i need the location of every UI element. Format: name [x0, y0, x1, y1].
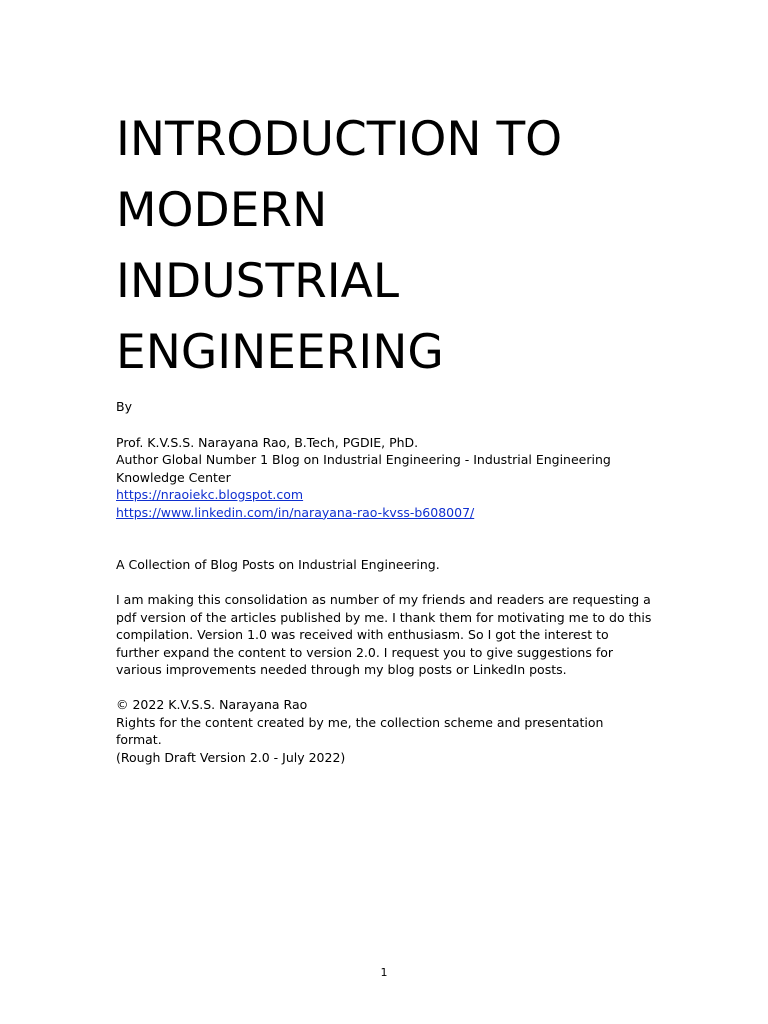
copyright-block — [116, 696, 676, 766]
copyright-line: © 2022 K.V.S.S. Narayana Rao — [116, 697, 308, 712]
document-title — [116, 104, 676, 388]
author-role-line-1: Author Global Number 1 Blog on Industrial Engineering - Industrial Engineering — [116, 452, 611, 467]
by-label: By — [116, 399, 132, 414]
version-line: (Rough Draft Version 2.0 - July 2022) — [116, 749, 346, 765]
linkedin-link[interactable]: https://www.linkedin.com/in/narayana-rao-kvss-b608007/ — [116, 504, 475, 520]
intro-paragraph — [116, 591, 676, 679]
intro-line-5: various improvements needed through my blog posts or LinkedIn posts. — [116, 662, 567, 677]
title-line-1: INTRODUCTION TO — [116, 112, 563, 167]
intro-line-4: further expand the content to version 2.0. I request you to give suggestions for — [116, 644, 614, 660]
author-block — [116, 434, 676, 522]
author-name: Prof. K.V.S.S. Narayana Rao, B.Tech, PGDIE, PhD. — [116, 434, 419, 450]
page-number: 1 — [380, 966, 388, 979]
rights-line-1: Rights for the content created by me, the collection scheme and presentation — [116, 714, 604, 730]
page-content — [116, 104, 676, 766]
title-line-2: MODERN — [116, 183, 328, 238]
title-line-4: ENGINEERING — [116, 325, 444, 380]
collection-line: A Collection of Blog Posts on Industrial Engineering. — [116, 557, 440, 572]
rights-line-2: format. — [116, 732, 162, 747]
author-role-line-2: Knowledge Center — [116, 469, 231, 485]
blog-link[interactable]: https://nraoiekc.blogspot.com — [116, 487, 304, 502]
title-line-3: INDUSTRIAL — [116, 254, 400, 309]
intro-line-2: pdf version of the articles published by me. I thank them for motivating me to do this — [116, 609, 652, 625]
intro-line-1: I am making this consolidation as number of my friends and readers are requesting a — [116, 592, 651, 607]
intro-line-3: compilation. Version 1.0 was received with enthusiasm. So I got the interest to — [116, 627, 609, 642]
